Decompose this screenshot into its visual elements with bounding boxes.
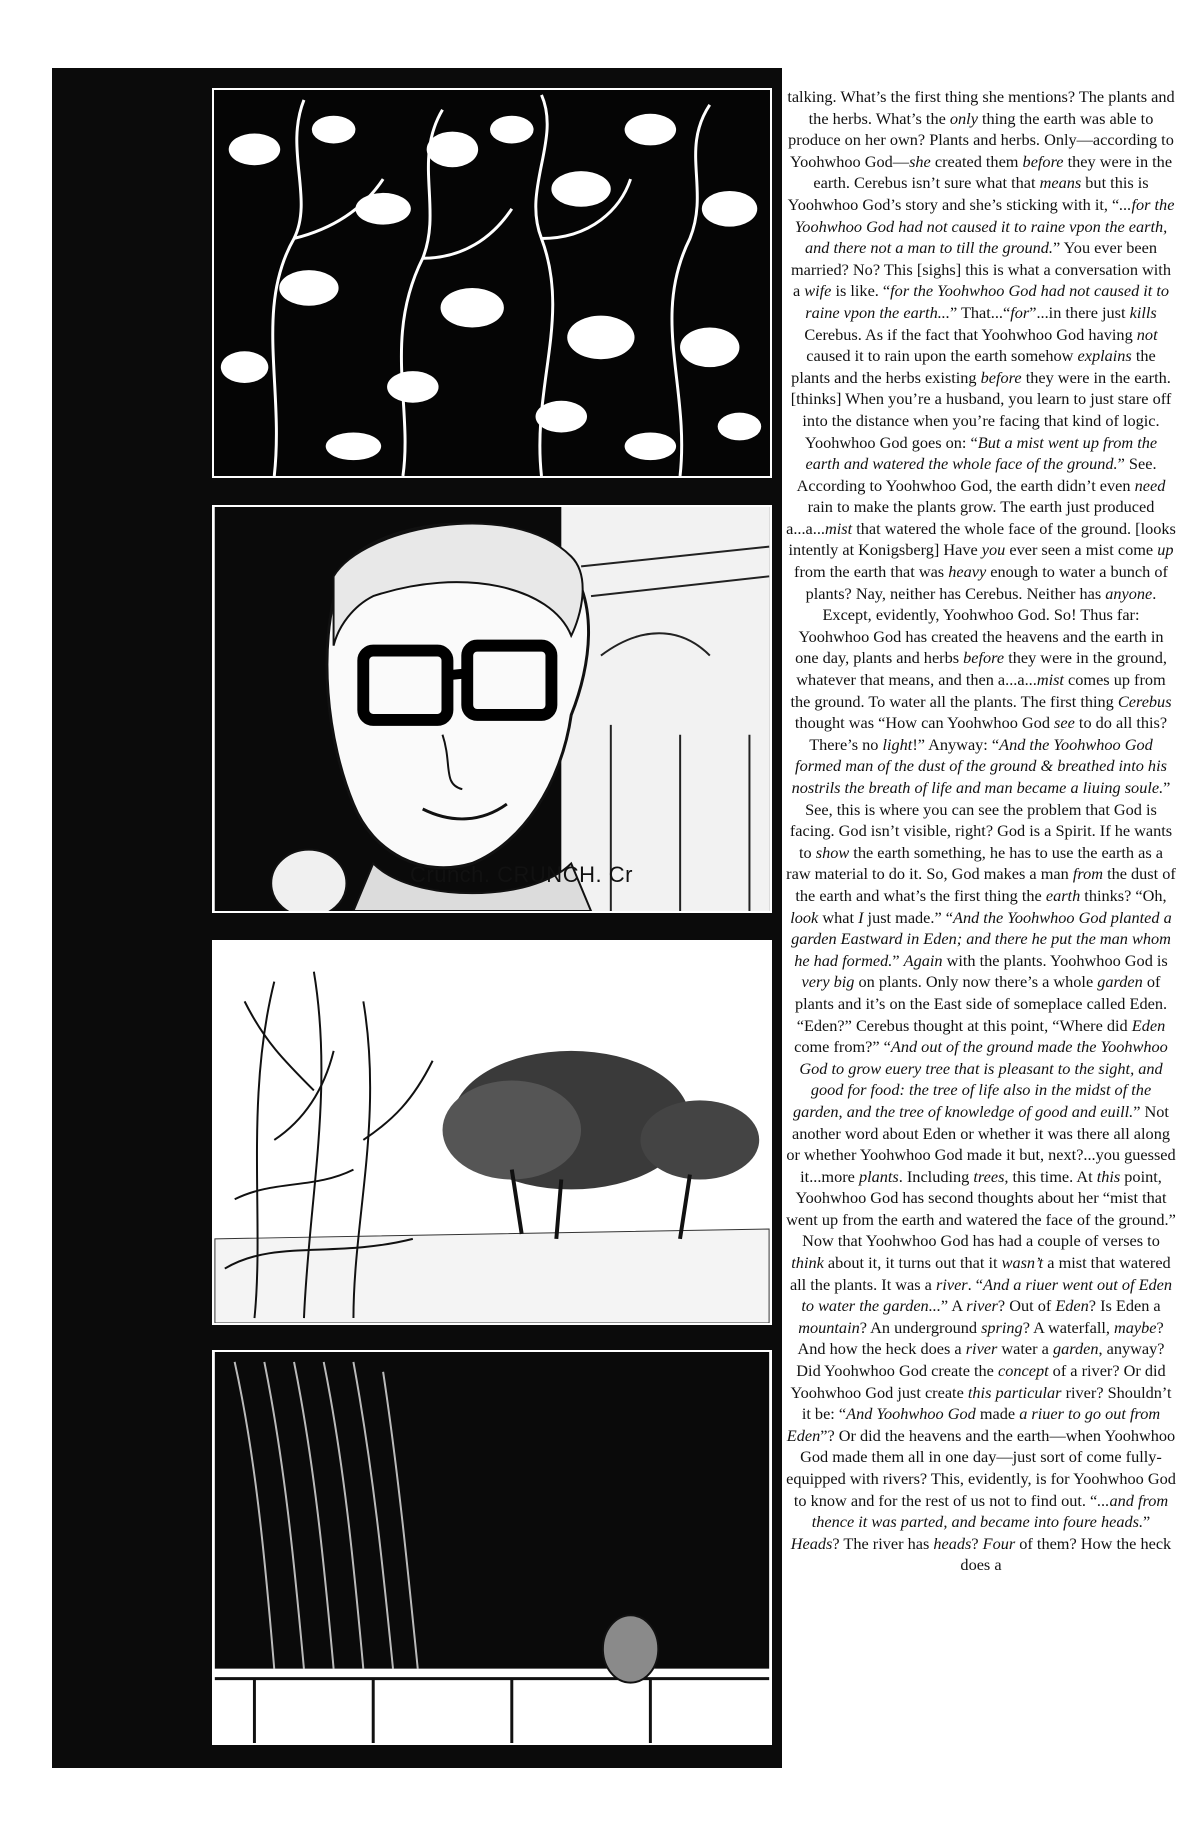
text-emphasis: wife bbox=[804, 281, 832, 301]
text-emphasis: anyone bbox=[1105, 583, 1153, 603]
text-emphasis: river bbox=[966, 1296, 998, 1316]
text-emphasis: And the Yoohwhoo God planted a garden Eastward in Eden; and there he put the man whom he had formed. bbox=[791, 907, 1172, 970]
text-segment: ” That...“ bbox=[949, 302, 1011, 322]
text-emphasis: heavy bbox=[948, 562, 987, 582]
plants-illustration bbox=[214, 90, 770, 476]
text-emphasis: spring bbox=[981, 1317, 1023, 1337]
text-emphasis: Heads bbox=[790, 1533, 833, 1553]
panel-waterfall-railing bbox=[212, 1350, 772, 1745]
text-emphasis: means bbox=[1039, 173, 1082, 193]
text-segment: ” You ever been married? No? This [sighs] this is what a conversation with a bbox=[791, 238, 1171, 301]
text-segment: thought was “How can Yoohwhoo God bbox=[794, 713, 1055, 733]
text-segment: on plants. Only now there’s a whole bbox=[854, 972, 1098, 992]
text-segment: ”...in there just bbox=[1029, 302, 1130, 322]
text-segment: , anyway? Did Yoohwhoo God create the bbox=[796, 1339, 1165, 1381]
panel-garden-trees bbox=[212, 940, 772, 1325]
text-emphasis: think bbox=[791, 1253, 824, 1273]
text-emphasis: a riuer to go out from Eden bbox=[786, 1404, 1161, 1445]
text-segment: from the earth that was bbox=[794, 562, 949, 582]
text-emphasis: heads bbox=[933, 1533, 972, 1553]
text-segment: what bbox=[818, 907, 859, 927]
text-emphasis: And the Yoohwhoo God formed man of the dust of the ground & breathed into his nostrils the breath of life and man became a liuing soule. bbox=[791, 734, 1167, 797]
text-emphasis: Eden bbox=[1055, 1296, 1089, 1316]
text-emphasis: maybe bbox=[1114, 1317, 1157, 1337]
text-emphasis: this bbox=[1096, 1166, 1121, 1186]
text-emphasis: earth bbox=[1045, 885, 1081, 905]
text-emphasis: And a riuer went out of Eden to water the garden... bbox=[801, 1274, 1173, 1316]
man-illustration bbox=[214, 507, 770, 911]
text-segment: ” See. According to Yoohwhoo God, the earth didn’t even bbox=[796, 454, 1157, 495]
text-emphasis: But a mist went up from the earth and watered the whole face of the ground. bbox=[805, 432, 1158, 474]
text-emphasis: wasn’t bbox=[1001, 1253, 1044, 1273]
text-segment: caused it to rain upon the earth somehow bbox=[806, 346, 1078, 366]
text-segment: that watered the whole face of the ground. [looks intently at Konigsberg] Have bbox=[788, 518, 1176, 560]
text-segment: ” A bbox=[940, 1296, 967, 1316]
text-emphasis: not bbox=[1136, 324, 1158, 344]
text-segment: ? An underground bbox=[859, 1317, 982, 1337]
article-text-column bbox=[786, 86, 1176, 1576]
text-emphasis: Cerebus bbox=[1117, 691, 1172, 711]
text-segment: . Except, evidently, Yoohwhoo God. So! Thus far: Yoohwhoo God has created the heavens and the earth in one day, plants and herbs bbox=[795, 583, 1164, 668]
text-segment: a mist that watered all the plants. It was a bbox=[789, 1253, 1171, 1294]
text-emphasis: before bbox=[980, 367, 1022, 387]
text-emphasis: Eden bbox=[1131, 1015, 1166, 1035]
text-segment: ? A waterfall, bbox=[1022, 1317, 1115, 1337]
text-segment: come from?” “ bbox=[794, 1037, 891, 1057]
text-segment: thing the earth was able to produce on her own? Plants and herbs. Only—according to Yoohwhoo God— bbox=[788, 108, 1174, 171]
text-emphasis: mountain bbox=[798, 1317, 860, 1337]
text-segment: they were in the earth. Cerebus isn’t sure what that bbox=[813, 151, 1173, 193]
text-emphasis: And out of the ground made the Yoohwhoo God to grow euery tree that is pleasant to the sight, and good for food: the tree of life also in the midst of the garden, and the tree of knowledge of good and euill. bbox=[793, 1037, 1168, 1121]
text-segment: thinks? “Oh, bbox=[1080, 885, 1167, 905]
text-segment: ” bbox=[892, 950, 904, 970]
text-segment: ” See, this is where you can see the problem that God is facing. God isn’t visible, right? God is a Spirit. If he wants to bbox=[789, 778, 1173, 862]
text-emphasis: concept bbox=[997, 1361, 1049, 1381]
text-segment: Cerebus. As if the fact that Yoohwhoo God having bbox=[804, 324, 1137, 344]
text-segment: ever seen a mist come bbox=[1005, 540, 1158, 560]
text-emphasis: trees, bbox=[973, 1166, 1009, 1186]
garden-illustration bbox=[214, 942, 770, 1323]
text-segment: is like. “ bbox=[831, 281, 891, 301]
text-segment: of plants and it’s on the East side of someplace called Eden. “Eden?” Cerebus thought at this point, “Where did bbox=[794, 972, 1168, 1035]
text-segment: enough to water a bunch of plants? Nay, neither has Cerebus. Neither has bbox=[805, 562, 1168, 603]
text-emphasis: show bbox=[815, 842, 850, 862]
text-segment: river? Shouldn’t it be: “ bbox=[801, 1382, 1172, 1424]
text-segment: ? The river has bbox=[832, 1533, 934, 1553]
text-emphasis: see bbox=[1054, 713, 1075, 733]
text-emphasis: I bbox=[858, 907, 864, 927]
text-emphasis: ...and from thence it was parted, and became into foure heads. bbox=[811, 1490, 1169, 1532]
text-emphasis: look bbox=[790, 907, 819, 927]
text-emphasis: garden bbox=[1097, 972, 1143, 992]
text-segment: but this is Yoohwhoo God’s story and she’s sticking with it, “ bbox=[787, 173, 1149, 214]
text-emphasis: before bbox=[1022, 151, 1064, 171]
text-segment: created them bbox=[930, 151, 1023, 171]
text-emphasis: she bbox=[909, 151, 931, 171]
text-segment: of a river? Or did Yoohwhoo God just create bbox=[790, 1361, 1166, 1402]
text-segment: they were in the ground, whatever that means, and then a...a... bbox=[796, 648, 1167, 690]
text-segment: they were in the earth. [thinks] When you’re a husband, you learn to just stare off into the distance when you’re facing that kind of logic. Yoohwhoo God goes on: “ bbox=[790, 367, 1172, 452]
text-emphasis: very big bbox=[801, 972, 855, 992]
text-segment: comes up from the ground. To water all the plants. The first thing bbox=[790, 670, 1166, 711]
text-emphasis: mist bbox=[825, 518, 853, 538]
text-emphasis: you bbox=[981, 540, 1006, 560]
text-emphasis: ...for the Yoohwhoo God had not caused it to raine vpon the earth, and there not a man to till the ground. bbox=[794, 194, 1175, 258]
text-emphasis: before bbox=[963, 648, 1005, 668]
text-segment: to do all this? There’s no bbox=[809, 713, 1168, 754]
text-emphasis: plants bbox=[858, 1166, 899, 1186]
text-segment: ? bbox=[971, 1533, 983, 1553]
text-segment: . Including bbox=[898, 1166, 974, 1186]
text-segment: ” Not another word about Eden or whether it was there all along or whether Yoohwhoo God made it but, next?...you guessed it...more bbox=[786, 1101, 1176, 1186]
text-segment: ? Out of bbox=[997, 1296, 1056, 1316]
text-emphasis: Four bbox=[982, 1533, 1016, 1553]
text-segment: water a bbox=[997, 1339, 1053, 1359]
text-emphasis: mist bbox=[1036, 670, 1064, 690]
text-segment: !” Anyway: “ bbox=[912, 734, 1000, 754]
text-emphasis: need bbox=[1134, 475, 1166, 495]
text-emphasis: up bbox=[1157, 540, 1174, 560]
text-segment: rain to make the plants grow. The earth just produced a...a... bbox=[786, 497, 1155, 538]
text-segment: point, Yoohwhoo God has second thoughts about her “mist that went up from the earth and watered the face of the ground.” Now that Yoohwhoo God has had a couple of verses to bbox=[786, 1166, 1176, 1251]
text-emphasis: for the Yoohwhoo God had not caused it to raine vpon the earth... bbox=[805, 281, 1170, 322]
text-emphasis: from bbox=[1072, 864, 1103, 884]
panel-man-with-glasses bbox=[212, 505, 772, 913]
text-emphasis: for bbox=[1010, 302, 1030, 322]
text-emphasis: only bbox=[949, 108, 978, 128]
text-segment: ”? Or did the heavens and the earth—when Yoohwhoo God made them all in one day—just sort of come fully-equipped with rivers? This, evidently, is for Yoohwhoo God to know and for the rest of us not to find out. “ bbox=[786, 1425, 1176, 1510]
text-emphasis: river bbox=[935, 1274, 968, 1294]
text-segment: ? Is Eden a bbox=[1088, 1296, 1161, 1316]
text-segment: made bbox=[975, 1404, 1020, 1424]
text-emphasis: Again bbox=[903, 950, 943, 970]
text-segment: . “ bbox=[967, 1274, 984, 1294]
text-emphasis: this particular bbox=[967, 1382, 1062, 1402]
text-segment: ” bbox=[1143, 1512, 1151, 1532]
text-segment: ? And how the heck does a bbox=[797, 1317, 1164, 1359]
text-segment: the earth something, he has to use the earth as a raw material to do it. So, God makes a man bbox=[786, 842, 1163, 884]
text-segment: this time. At bbox=[1008, 1166, 1097, 1186]
text-emphasis: explains bbox=[1077, 346, 1132, 366]
text-segment: talking. What’s the first thing she mentions? The plants and the herbs. What’s the bbox=[787, 87, 1175, 128]
text-segment: the dust of the earth and what’s the first thing the bbox=[795, 864, 1176, 905]
panel-plants-and-herbs bbox=[212, 88, 772, 478]
text-segment: with the plants. Yoohwhoo God is bbox=[942, 950, 1168, 970]
waterfall-illustration bbox=[214, 1352, 770, 1743]
text-emphasis: river bbox=[965, 1339, 998, 1359]
text-segment: about it, it turns out that it bbox=[823, 1253, 1002, 1273]
text-segment: the plants and the herbs existing bbox=[791, 346, 1156, 387]
text-emphasis: And Yoohwhoo God bbox=[846, 1404, 976, 1424]
text-emphasis: light bbox=[882, 734, 913, 754]
text-segment: just made.” “ bbox=[863, 907, 953, 927]
text-emphasis: kills bbox=[1129, 302, 1157, 322]
text-segment: of them? How the heck does a bbox=[960, 1533, 1172, 1575]
text-emphasis: garden bbox=[1052, 1339, 1099, 1359]
sound-effect-crunch: Crunch. CRUNCH. Cr bbox=[410, 862, 633, 887]
